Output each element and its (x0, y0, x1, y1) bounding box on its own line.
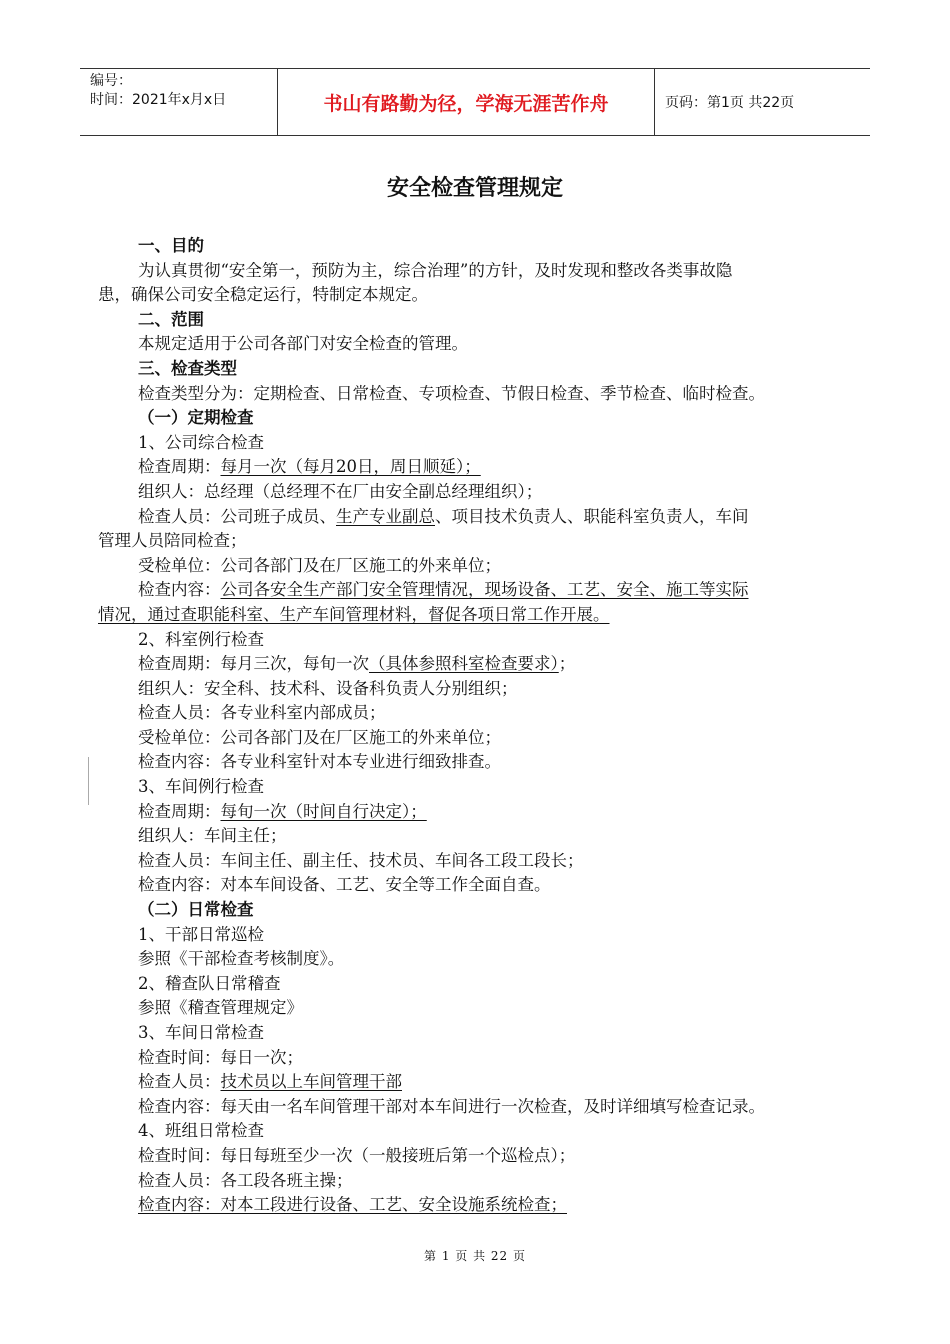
underlined-value: 生产专业副总 (336, 506, 435, 526)
paragraph-line: 检查内容：每天由一名车间管理干部对本车间进行一次检查，及时详细填写检查记录。 (138, 1096, 765, 1116)
text-run: 检查人员：公司班子成员、 (138, 506, 336, 526)
field-label: 检查周期： (138, 801, 221, 821)
paragraph-line: 受检单位：公司各部门及在厂区施工的外来单位； (138, 555, 501, 575)
item-title: 2、稽查队日常稽查 (138, 973, 281, 993)
paragraph-line: 检查内容：各专业科室针对本专业进行细致排查。 (138, 752, 501, 772)
item-title: 3、车间例行检查 (138, 777, 264, 797)
section-heading: 一、目的 (138, 236, 204, 255)
document-number-label: 编号： (90, 73, 132, 89)
underlined-value: 公司各安全生产部门安全管理情况，现场设备、工艺、安全、施工等实际 (220, 580, 749, 600)
margin-mark (88, 757, 89, 805)
header-meta-cell (80, 69, 278, 135)
subsection-heading: （一）定期检查 (138, 408, 254, 428)
page-footer: 第 1 页 共 22 页 (424, 1249, 526, 1263)
paragraph-line: 本规定适用于公司各部门对安全检查的管理。 (138, 334, 468, 354)
document-date-label: 时间：2021年x月x日 (90, 92, 227, 108)
paragraph-line: 参照《稽查管理规定》 (138, 998, 303, 1018)
paragraph-line: 患，确保公司安全稳定运行，特制定本规定。 (98, 285, 428, 305)
underlined-value: 检查内容：对本工段进行设备、工艺、安全设施系统检查； (138, 1195, 567, 1215)
paragraph-line (98, 1070, 868, 1095)
document-title: 安全检查管理规定 (386, 176, 563, 201)
header-table (80, 68, 870, 136)
field-label: 检查内容： (138, 580, 221, 600)
paragraph-line: 为认真贯彻“安全第一，预防为主，综合治理”的方针，及时发现和整改各类事故隐 (138, 260, 733, 280)
paragraph-line: 检查人员：各专业科室内部成员； (138, 703, 386, 723)
paragraph-line: 检查类型分为：定期检查、日常检查、专项检查、节假日检查、季节检查、临时检查。 (138, 383, 765, 403)
paragraph-line (98, 578, 868, 603)
document-body (98, 234, 868, 1218)
section-heading: 三、检查类型 (138, 358, 237, 378)
paragraph-line (98, 455, 868, 480)
underlined-value: 每月一次（每月20日，周日顺延）； (220, 457, 481, 477)
paragraph-line: 参照《干部检查考核制度》。 (138, 949, 345, 969)
text-run: ； (558, 654, 576, 674)
subsection-heading: （二）日常检查 (138, 900, 254, 920)
paragraph-line: 组织人：车间主任； (138, 826, 287, 846)
section-heading: 二、范围 (138, 309, 204, 329)
header-motto: 书山有路勤为径，学海无涯苦作舟 (278, 69, 655, 135)
item-title: 3、车间日常检查 (138, 1023, 264, 1042)
paragraph-line: 组织人：安全科、技术科、设备科负责人分别组织； (138, 678, 518, 698)
underlined-value: 每旬一次（时间自行决定）； (220, 801, 427, 821)
paragraph-line: 检查人员：各工段各班主操； (138, 1170, 353, 1190)
header-page-info: 页码：第1页 共22页 (665, 95, 795, 111)
field-label: 检查人员： (138, 1072, 221, 1092)
item-title: 4、班组日常检查 (138, 1121, 264, 1141)
paragraph-line: 检查内容：对本车间设备、工艺、安全等工作全面自查。 (138, 875, 551, 895)
paragraph-line: 管理人员陪同检查； (98, 531, 247, 551)
paragraph-line: 检查时间：每日每班至少一次（一般接班后第一个巡检点）； (138, 1145, 576, 1165)
paragraph-line: 受检单位：公司各部门及在厂区施工的外来单位； (138, 727, 501, 747)
paragraph-line (98, 603, 868, 628)
text-run: 、项目技术负责人、职能科室负责人，车间 (435, 506, 749, 526)
text-run: 检查周期：每月三次，每旬一次 (138, 654, 369, 674)
underlined-value: （具体参照科室检查要求） (369, 654, 559, 674)
paragraph-line: 检查人员：车间主任、副主任、技术员、车间各工段工段长； (138, 850, 584, 870)
paragraph-line: 检查时间：每日一次； (138, 1047, 303, 1067)
paragraph-line (98, 652, 868, 677)
underlined-value: 技术员以上车间管理干部 (220, 1072, 402, 1092)
paragraph-line (98, 800, 868, 825)
item-title: 1、干部日常巡检 (138, 924, 264, 944)
paragraph-line (98, 1193, 868, 1218)
item-title: 2、科室例行检查 (138, 629, 264, 649)
paragraph-line (98, 505, 868, 530)
underlined-value: 情况，通过查职能科室、生产车间管理材料，督促各项日常工作开展。 (98, 604, 610, 624)
paragraph-line: 组织人：总经理（总经理不在厂由安全副总经理组织）； (138, 481, 543, 501)
item-title: 1、公司综合检查 (138, 432, 264, 452)
field-label: 检查周期： (138, 457, 221, 477)
